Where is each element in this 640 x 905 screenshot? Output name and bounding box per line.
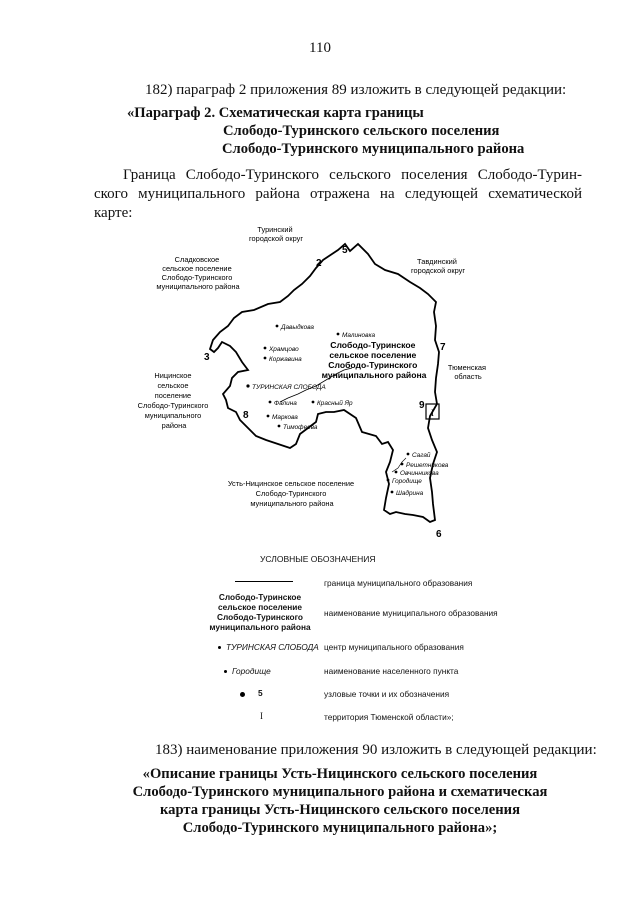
settlement-dot xyxy=(269,401,272,404)
center-label: ТУРИНСКАЯ СЛОБОДА xyxy=(252,384,326,391)
heading-line: Слободо-Туринского муниципального района»; xyxy=(182,820,498,836)
intro-line-2: ского муниципального района отражена на следующей схематической карте: xyxy=(94,186,582,221)
legend-sample-settlement: Городище xyxy=(232,666,271,676)
settlement-dot xyxy=(278,425,281,428)
legend-desc-municipality: наименование муниципального образования xyxy=(324,608,498,618)
settlement-label: Фалина xyxy=(274,400,297,407)
legend-desc-territory: территория Тюменской области»; xyxy=(324,712,454,722)
settlement-label: Тимофеева xyxy=(283,424,318,431)
heading-line-2: Слободо-Туринского сельского поселения xyxy=(223,123,500,139)
legend-node-dot xyxy=(240,692,245,697)
settlement-label: Овчинникова xyxy=(400,470,439,477)
node-7: 6 xyxy=(436,529,442,540)
legend-dot xyxy=(218,646,221,649)
settlement-label: Красный Яр xyxy=(317,400,353,407)
appendix-heading xyxy=(100,765,580,837)
settlement-label: Коржавина xyxy=(269,356,302,363)
node-6: 7 xyxy=(440,342,446,353)
neighbor-tyumen: Тюменская область xyxy=(447,363,487,381)
legend-dot xyxy=(224,670,227,673)
heading-line-3: Слободо-Туринского муниципального района xyxy=(222,141,525,157)
neighbor-ust-nitsinskoe: Усть-Ницинское сельское поселение Слободо-Туринского муниципального района xyxy=(227,479,355,508)
legend-desc-center: центр муниципального образования xyxy=(324,642,464,652)
settlement-dot xyxy=(276,325,279,328)
settlement-label: Маркова xyxy=(272,414,298,421)
heading-line-1: «Параграф 2. Схематическая карта границы xyxy=(127,105,424,121)
settlement-label: Сагай xyxy=(412,452,431,459)
neighbor-nitsinskoe: Ницинское сельское поселение Слободо-Туринского муниципального района xyxy=(137,371,209,430)
settlement-label: Городище xyxy=(392,478,422,485)
legend-desc-node: узловые точки и их обозначения xyxy=(324,689,450,699)
node-8: 8 xyxy=(243,410,249,421)
legend-sample-line: Слободо-Туринское xyxy=(218,592,302,602)
settlement-dot xyxy=(407,453,410,456)
node-5: 5 xyxy=(342,245,348,256)
settlement-label: Храмцово xyxy=(269,346,299,353)
node-9: 9 xyxy=(419,400,425,411)
settlement-dot xyxy=(264,347,267,350)
node-3: 3 xyxy=(204,352,210,363)
page-number: 110 xyxy=(309,40,331,56)
settlement-dot xyxy=(312,401,315,404)
legend-sample-center: ТУРИНСКАЯ СЛОБОДА xyxy=(226,642,319,652)
heading-line: карта границы Усть-Ницинского сельского поселения xyxy=(159,802,520,818)
settlement-label: Решетникова xyxy=(406,462,449,469)
settlement-dot xyxy=(264,357,267,360)
item-182-text: 182) параграф 2 приложения 89 изложить в следующей редакции: xyxy=(145,82,567,98)
heading-line: Слободо-Туринского муниципального района и схематическая xyxy=(132,784,548,800)
neighbor-tavdinsky: Тавдинский городской округ xyxy=(410,257,466,275)
center-dot xyxy=(246,384,249,387)
settlement-dot xyxy=(387,479,390,482)
paragraph-heading xyxy=(120,104,550,158)
item-183-text: 183) наименование приложения 90 изложить в следующей редакции: xyxy=(155,742,597,758)
territory-mark: I xyxy=(431,408,434,418)
main-municipality-label: Слободо-Туринское сельское поселение Слободо-Туринского муниципального района xyxy=(321,340,427,380)
legend-sample-line: муниципального района xyxy=(209,622,311,632)
legend-sample-territory: I xyxy=(260,711,263,721)
intro-paragraph xyxy=(94,166,582,223)
neighbor-turinsky: Туринский городской округ xyxy=(248,225,304,243)
settlement-label: Шадрина xyxy=(396,490,424,497)
legend-line-sample xyxy=(235,581,293,582)
legend-sample-node: 5 xyxy=(258,688,263,698)
settlement-label: Давыдкова xyxy=(281,324,314,331)
legend-sample-line: сельское поселение xyxy=(218,602,302,612)
neighbor-sladkovskoe: Сладковское сельское поселение Слободо-Туринского муниципального района xyxy=(156,255,240,291)
legend-sample-municipality xyxy=(200,592,320,632)
legend-desc-settlement: наименование населенного пункта xyxy=(324,666,459,676)
legend-sample-line: Слободо-Туринского xyxy=(217,612,303,622)
settlement-dot xyxy=(401,463,404,466)
settlement-dot xyxy=(391,491,394,494)
settlement-dot xyxy=(395,471,398,474)
heading-line: «Описание границы Усть-Ницинского сельского поселения xyxy=(142,766,538,782)
legend-desc-boundary: граница муниципального образования xyxy=(324,578,473,588)
schematic-map xyxy=(130,222,500,542)
settlement-dot xyxy=(337,333,340,336)
node-2: 2 xyxy=(316,258,322,269)
settlement-dot xyxy=(267,415,270,418)
legend xyxy=(200,574,540,734)
intro-line-1: Граница Слободо-Туринского сельского поселения Слободо-Турин- xyxy=(123,167,582,183)
legend-title: УСЛОВНЫЕ ОБОЗНАЧЕНИЯ xyxy=(260,554,376,564)
settlement-label: Малиновка xyxy=(342,332,376,339)
